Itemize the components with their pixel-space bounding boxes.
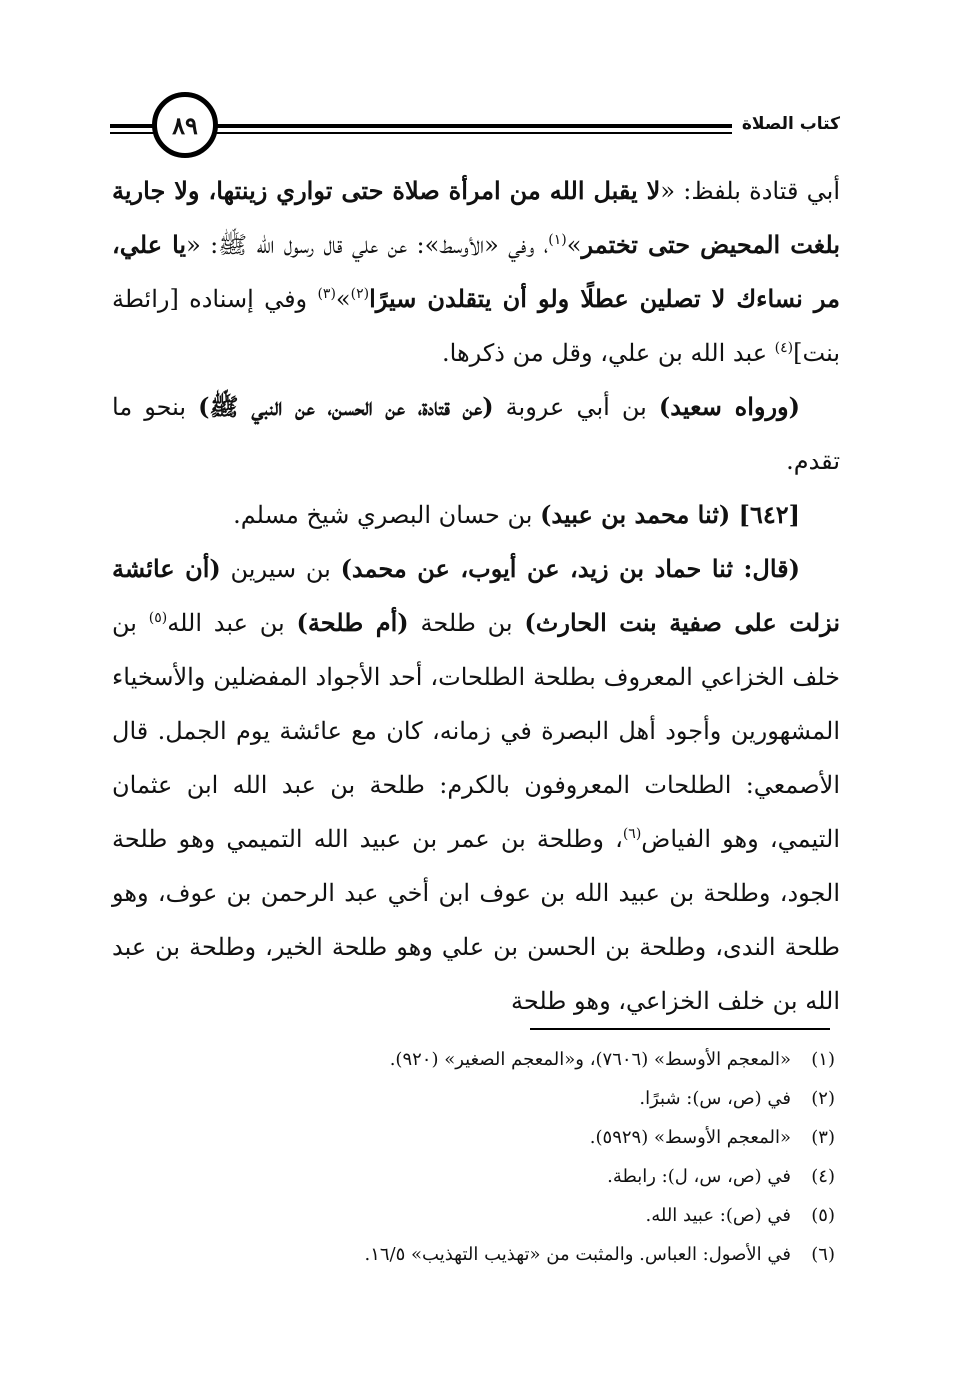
text-run: بن أبي عروبة (493, 393, 659, 421)
footnote-number: (٤) (811, 1166, 835, 1187)
matn-text: [٦٤٢] (ثنا محمد بن عبيد) (540, 500, 800, 529)
footnote-number: (٣) (811, 1127, 835, 1148)
main-text (112, 164, 840, 1028)
paragraph-4 (112, 542, 840, 1028)
footnote-2 (235, 1079, 835, 1118)
text-run: ، وطلحة بن عمر بن عبيد الله التميمي وهو طلحة الجود، وطلحة بن عبيد الله بن عوف ابن أخي عبد الرحمن بن عوف، وهو طلحة الندى، وطلحة بن الحسن بن علي وهو طلحة الخير، وطلحة بن عبد الله بن خلف الخزاعي، وهو طلحة (112, 825, 840, 1015)
matn-text: (عن قتادة، عن الحسن، عن النبي ﷺ) (198, 392, 494, 421)
header-rule (110, 124, 840, 128)
footnote-6 (235, 1235, 835, 1274)
text-run: » (566, 231, 582, 259)
text-run: أبي قتادة بلفظ: « (660, 177, 840, 205)
matn-text: (قال: ثنا حماد بن زيد، عن أيوب، عن محمد) (340, 554, 800, 583)
header-rule-thin (110, 132, 840, 134)
footnote-5 (235, 1196, 835, 1235)
footnote-text: «المعجم الأوسط» (٧٦٠٦)، و«المعجم الصغير» (٩٢٠). (389, 1049, 791, 1070)
footnote-text: «المعجم الأوسط» (٥٩٢٩). (589, 1127, 791, 1148)
text-run: بن خلف الخزاعي المعروف بطلحة الطلحات، أحد الأجواد المفضلين والأسخياء المشهورين وأجود أهل البصرة في زمانه، كان مع عائشة يوم الجمل. قال الأصمعي: الطلحات المعروفون بالكرم: طلحة بن عبد الله ابن عثمان التيمي، وهو الفياض (112, 609, 841, 853)
footnote-ref-5: (٥) (148, 610, 168, 626)
footnote-text: في (ص): عبيد الله. (645, 1205, 791, 1226)
matn-text: (ورواه سعيد) (658, 392, 800, 421)
text-run: بن سيرين (220, 555, 341, 583)
running-title: كتاب الصلاة (732, 114, 840, 134)
footnote-4 (235, 1157, 835, 1196)
text-run: بن حسان البصري شيخ مسلم. (233, 501, 541, 529)
footnote-text: في (ص، س): شبرًا. (639, 1088, 791, 1109)
page-number: ٨٩ (152, 92, 218, 158)
footnote-number: (١) (811, 1049, 835, 1070)
text-run: بن طلحة (408, 609, 525, 637)
text-run: بنحو ما تقدم. (112, 393, 840, 475)
page-header (110, 92, 840, 172)
footnote-separator (530, 1028, 830, 1030)
hadith-text: لا يقبل الله من امرأة صلاة حتى تواري زينتها، ولا جارية بلغت المحيض حتى تختمر (112, 176, 840, 259)
text-run: عبد الله بن علي، وقل من ذكرها. (442, 339, 775, 367)
footnote-3 (235, 1118, 835, 1157)
hadith-text: يا علي، مر نساءك لا تصلين عطلًا ولو أن يتقلدن سيرًا (112, 230, 840, 313)
footnote-number: (٥) (811, 1205, 835, 1226)
footnote-ref-4: (٤) (774, 340, 794, 356)
matn-text: (أن عائشة نزلت على صفية بنت الحارث) (112, 554, 840, 637)
paragraph-2 (112, 380, 840, 488)
footnote-ref-1: (١) (548, 232, 567, 248)
footnote-text: في الأصول: العباس. والمثبت من «تهذيب التهذيب» ١٦/٥. (364, 1244, 791, 1265)
text-run: بن عبد الله (167, 609, 297, 637)
paragraph-3 (112, 488, 840, 542)
paragraph-1 (112, 164, 840, 380)
footnote-number: (٦) (811, 1244, 835, 1265)
matn-text: (أم طلحة) (296, 608, 409, 637)
text-run: ، وفي «الأوسط»: عن علي قال رسول الله ﷺ: « (186, 231, 549, 259)
footnote-number: (٢) (811, 1088, 835, 1109)
footnote-1 (235, 1040, 835, 1079)
footnote-ref-2: (٢) (350, 286, 370, 302)
footnote-text: في (ص، س، ل): رابطة. (607, 1166, 791, 1187)
text-run: » (335, 285, 351, 313)
footnote-ref-3: (٣) (317, 286, 336, 302)
footnote-ref-6: (٦) (622, 826, 642, 842)
footnotes (235, 1040, 835, 1274)
text-run: وفي إسناده [رائطة بنت] (112, 285, 840, 367)
